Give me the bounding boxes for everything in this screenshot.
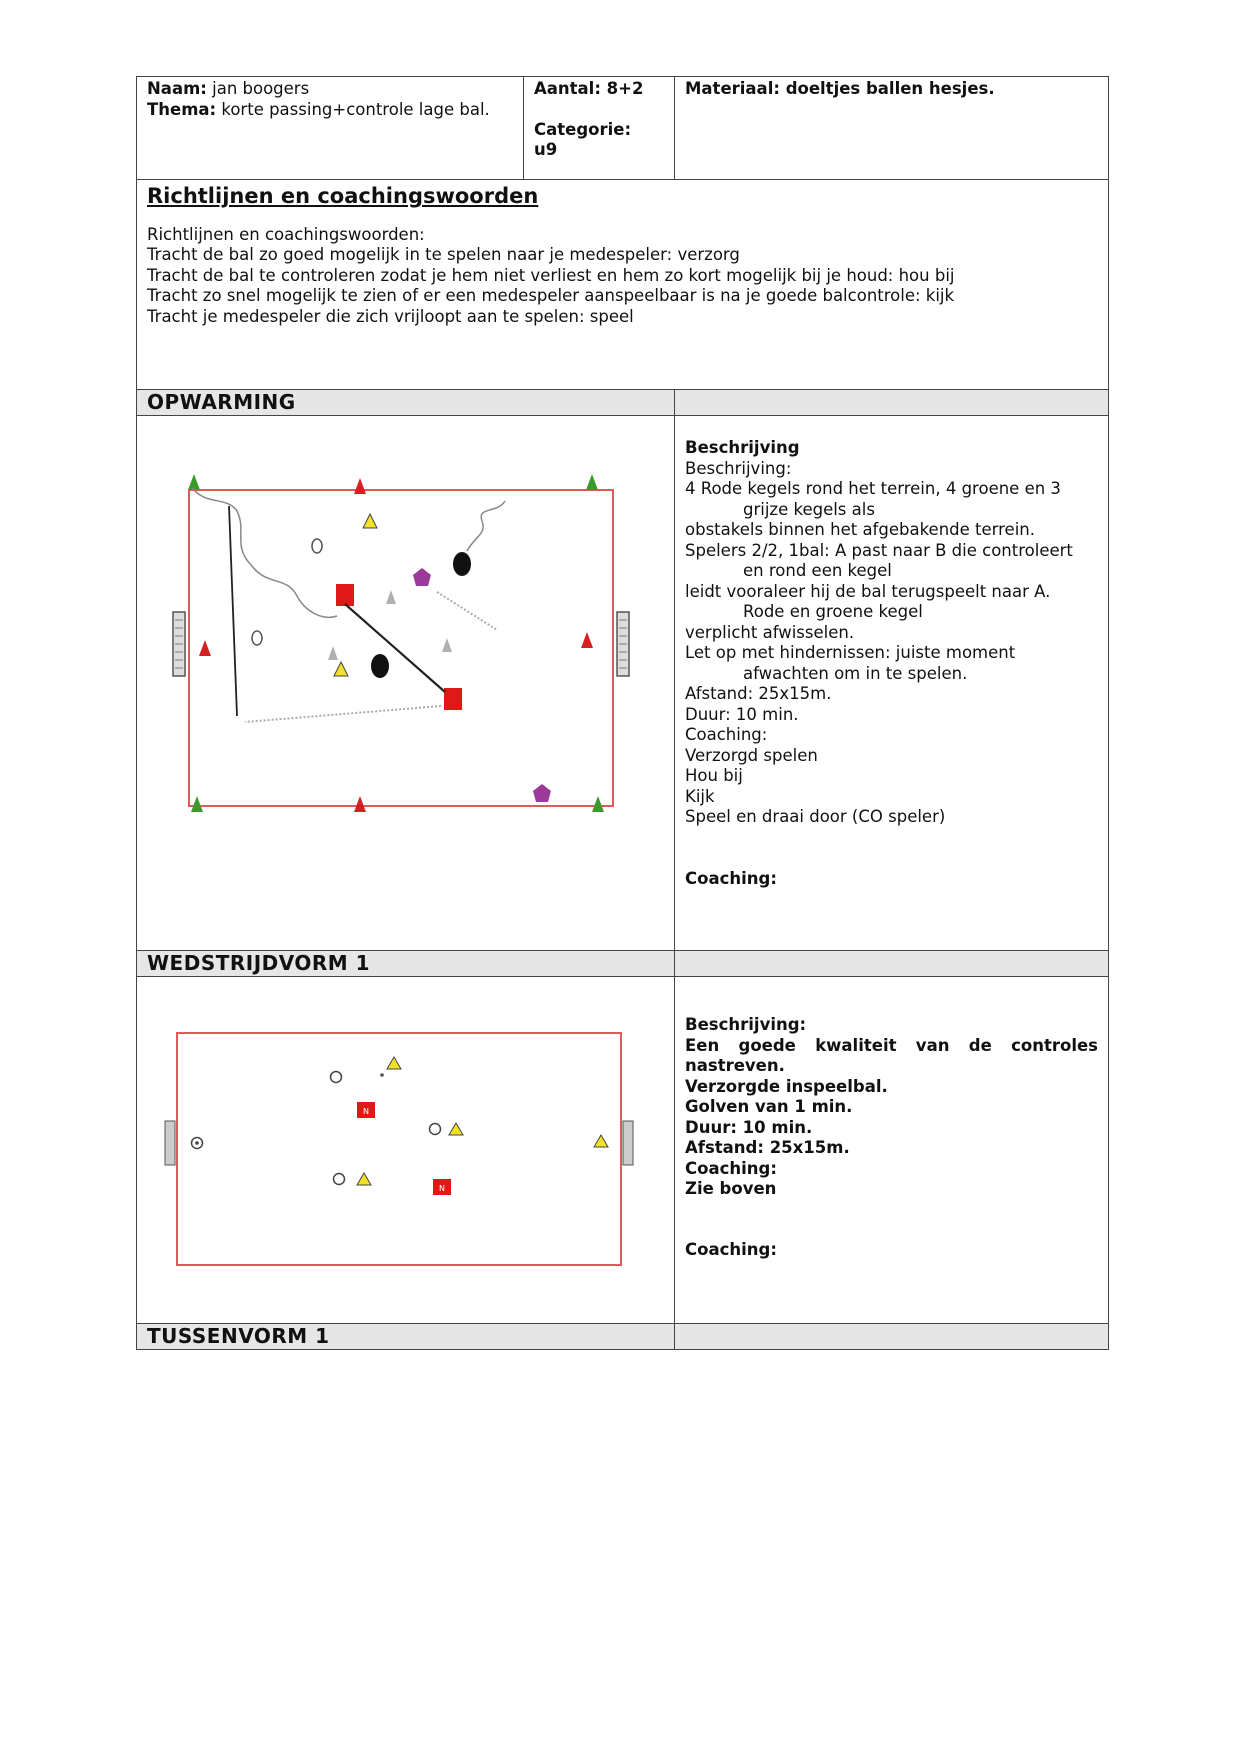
guideline-line: Richtlijnen en coachingswoorden:	[147, 224, 425, 244]
guideline-line: Tracht de bal zo goed mogelijk in te spelen naar je medespeler: verzorg	[147, 245, 740, 264]
guideline-line: Tracht de bal te controleren zodat je hem niet verliest en hem zo kort mogelijk bij je houd: hou bij	[147, 265, 955, 285]
guideline-line: Tracht zo snel mogelijk te zien of er een medespeler aanspeelbaar is na je goede balcontrole: kijk	[147, 286, 955, 305]
guidelines-row	[137, 180, 1109, 390]
cone-green	[592, 796, 604, 812]
opwarming-row	[137, 416, 1109, 951]
opwarming-field-diagram	[137, 416, 673, 946]
opwarming-line: Let op met hindernissen: juiste moment	[685, 643, 1016, 662]
player-purple-pentagon	[413, 568, 431, 586]
wedstrijdvorm-line: Een goede kwaliteit van de controles nastreven.	[685, 1035, 1098, 1075]
wedstrijdvorm-line: Afstand: 25x15m.	[685, 1138, 850, 1157]
opwarming-line: en rond een kegel	[743, 561, 892, 580]
goal-right	[617, 612, 629, 676]
opwarming-line: Duur: 10 min.	[685, 704, 799, 724]
tussenvorm-header-row	[137, 1324, 1109, 1350]
guideline-line: Tracht je medespeler die zich vrijloopt aan te spelen: speel	[147, 306, 634, 326]
cone-red	[354, 478, 366, 494]
cone-grey	[386, 590, 396, 604]
cone-red	[354, 796, 366, 812]
wedstrijdvorm-line: Golven van 1 min.	[685, 1097, 853, 1116]
opwarming-line: Kijk	[685, 786, 715, 806]
cone-green	[188, 474, 200, 490]
opwarming-line: 4 Rode kegels rond het terrein, 4 groene en 3	[685, 479, 1061, 498]
player-marker-label: N	[439, 1184, 445, 1193]
materiaal-label: Materiaal: doeltjes ballen hesjes.	[685, 79, 995, 98]
opwarming-title: OPWARMING	[147, 390, 296, 414]
pass-dotted	[437, 592, 497, 630]
guidelines-cell	[137, 180, 1109, 390]
goal-right	[623, 1121, 633, 1165]
session-sheet	[136, 76, 1108, 1350]
opwarming-line: Afstand: 25x15m.	[685, 684, 832, 703]
ball	[312, 539, 322, 553]
wedstrijdvorm-description-cell	[675, 977, 1109, 1324]
categorie-value: u9	[534, 140, 558, 159]
opwarming-description-cell	[675, 416, 1109, 951]
opwarming-line: verplicht afwisselen.	[685, 622, 855, 642]
player-yellow-triangle	[363, 514, 377, 528]
wedstrijdvorm-title: WEDSTRIJDVORM 1	[147, 951, 371, 975]
thema-label: Thema:	[147, 99, 217, 119]
opwarming-line: grijze kegels als	[743, 499, 875, 519]
aantal-label: Aantal: 8+2	[534, 79, 644, 98]
opwarming-line: obstakels binnen het afgebakende terrein.	[685, 520, 1035, 539]
tussenvorm-title: TUSSENVORM 1	[147, 1324, 330, 1348]
cone-green	[191, 796, 203, 812]
ball	[380, 1073, 384, 1077]
pass-dotted	[245, 706, 441, 722]
opwarming-line: Spelers 2/2, 1bal: A past naar B die controleert	[685, 540, 1073, 560]
player-yellow-triangle	[334, 662, 348, 676]
naam-thema-cell	[137, 77, 524, 180]
pass-arrow	[345, 604, 445, 692]
player-white-circle	[334, 1174, 345, 1185]
wedstrijdvorm-field-diagram	[137, 977, 673, 1319]
thema-value: korte passing+controle lage bal.	[221, 99, 490, 119]
wedstrijdvorm-line: Zie boven	[685, 1179, 777, 1198]
session-table	[136, 76, 1109, 1350]
opwarming-line: afwachten om in te spelen.	[743, 663, 968, 683]
guidelines-title: Richtlijnen en coachingswoorden	[147, 184, 539, 208]
header-row	[137, 77, 1109, 180]
materiaal-cell	[675, 77, 1109, 180]
goal-left	[165, 1121, 175, 1165]
wedstrijdvorm-line: Beschrijving:	[685, 1015, 807, 1034]
opwarming-line: Speel en draai door (CO speler)	[685, 807, 946, 826]
opwarming-diagram-cell	[137, 416, 675, 951]
wedstrijdvorm-header-row	[137, 951, 1109, 977]
opwarming-line: Coaching:	[685, 725, 768, 744]
opwarming-line: Hou bij	[685, 766, 743, 785]
goal-left	[173, 612, 185, 676]
player-yellow-triangle	[449, 1123, 463, 1135]
aantal-cell	[524, 77, 675, 180]
wedstrijdvorm-line: Duur: 10 min.	[685, 1117, 813, 1137]
opwarming-line: leidt vooraleer hij de bal terugspeelt naar A.	[685, 581, 1051, 601]
player-red-square	[336, 584, 354, 606]
wedstrijdvorm-row	[137, 977, 1109, 1324]
opwarming-line: Rode en groene kegel	[743, 602, 923, 621]
naam-label: Naam:	[147, 79, 207, 98]
cone-grey	[328, 646, 338, 660]
player-white-circle	[430, 1124, 441, 1135]
player-black	[453, 552, 471, 576]
wedstrijdvorm-line: Verzorgde inspeelbal.	[685, 1076, 888, 1096]
player-yellow-triangle	[387, 1057, 401, 1069]
opwarming-line: Beschrijving:	[685, 458, 792, 478]
wedstrijdvorm-coaching-label: Coaching:	[685, 1239, 777, 1259]
field-boundary	[189, 490, 613, 806]
opwarming-header-row	[137, 390, 1109, 416]
ball	[252, 631, 262, 645]
pass-arrow	[229, 506, 237, 716]
opwarming-coaching-label: Coaching:	[685, 868, 777, 888]
player-marker-label: N	[363, 1107, 369, 1116]
cone-green	[586, 474, 598, 490]
cone-red	[199, 640, 211, 656]
player-red-square	[444, 688, 462, 710]
player-purple-pentagon	[533, 784, 551, 802]
opwarming-line: Verzorgd spelen	[685, 745, 818, 765]
wedstrijdvorm-line: Coaching:	[685, 1158, 777, 1178]
cone-grey	[442, 638, 452, 652]
categorie-label: Categorie:	[534, 119, 632, 139]
player-black	[371, 654, 389, 678]
keeper-yellow-triangle	[594, 1135, 608, 1147]
player-white-circle	[331, 1072, 342, 1083]
cone-red	[581, 632, 593, 648]
opwarming-heading: Beschrijving	[685, 438, 800, 457]
naam-value: jan boogers	[212, 79, 310, 98]
wedstrijdvorm-diagram-cell	[137, 977, 675, 1324]
player-yellow-triangle	[357, 1173, 371, 1185]
dribble-path	[467, 501, 505, 551]
